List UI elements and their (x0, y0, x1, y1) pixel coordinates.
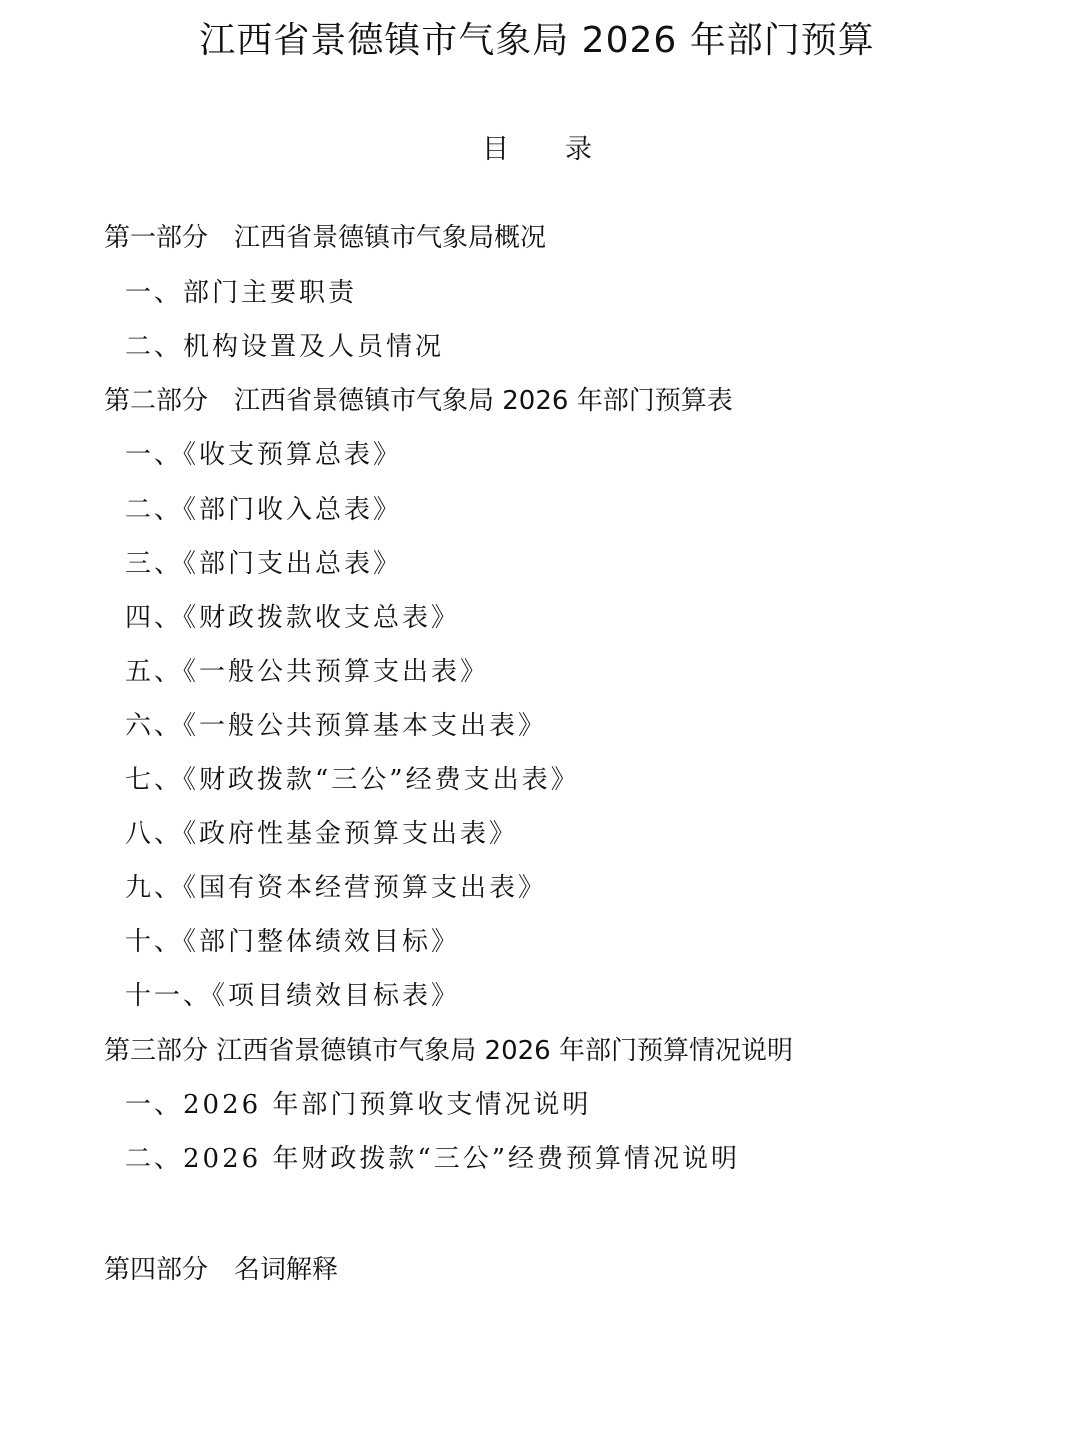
toc-item: 八、《政府性基金预算支出表》 (125, 819, 519, 849)
toc-part-4: 第四部分 名词解释 (104, 1255, 339, 1285)
toc-item: 十一、《项目绩效目标表》 (125, 981, 461, 1011)
toc-item: 十、《部门整体绩效目标》 (125, 927, 461, 957)
toc-item: 四、《财政拨款收支总表》 (125, 603, 461, 633)
toc-item: 一、《收支预算总表》 (125, 440, 403, 470)
toc-item: 三、《部门支出总表》 (125, 549, 403, 579)
toc-item: 一、2026 年部门预算收支情况说明 (125, 1090, 592, 1120)
toc-item: 七、《财政拨款“三公”经费支出表》 (125, 765, 580, 795)
toc-item: 九、《国有资本经营预算支出表》 (125, 873, 548, 903)
toc-heading-right: 录 (565, 134, 592, 165)
document-title: 江西省景德镇市气象局 2026 年部门预算 (199, 20, 875, 61)
toc-item: 一、部门主要职责 (125, 278, 358, 308)
toc-item: 五、《一般公共预算支出表》 (125, 657, 490, 687)
toc-item: 二、机构设置及人员情况 (125, 332, 445, 362)
toc-heading-left: 目 (482, 134, 509, 165)
toc-item: 六、《一般公共预算基本支出表》 (125, 711, 548, 741)
toc-item: 二、《部门收入总表》 (125, 495, 403, 525)
toc-part-1: 第一部分 江西省景德镇市气象局概况 (104, 223, 547, 253)
toc-item: 二、2026 年财政拨款“三公”经费预算情况说明 (125, 1144, 741, 1174)
toc-part-3: 第三部分 江西省景德镇市气象局 2026 年部门预算情况说明 (104, 1036, 793, 1066)
toc-part-2: 第二部分 江西省景德镇市气象局 2026 年部门预算表 (104, 386, 733, 416)
